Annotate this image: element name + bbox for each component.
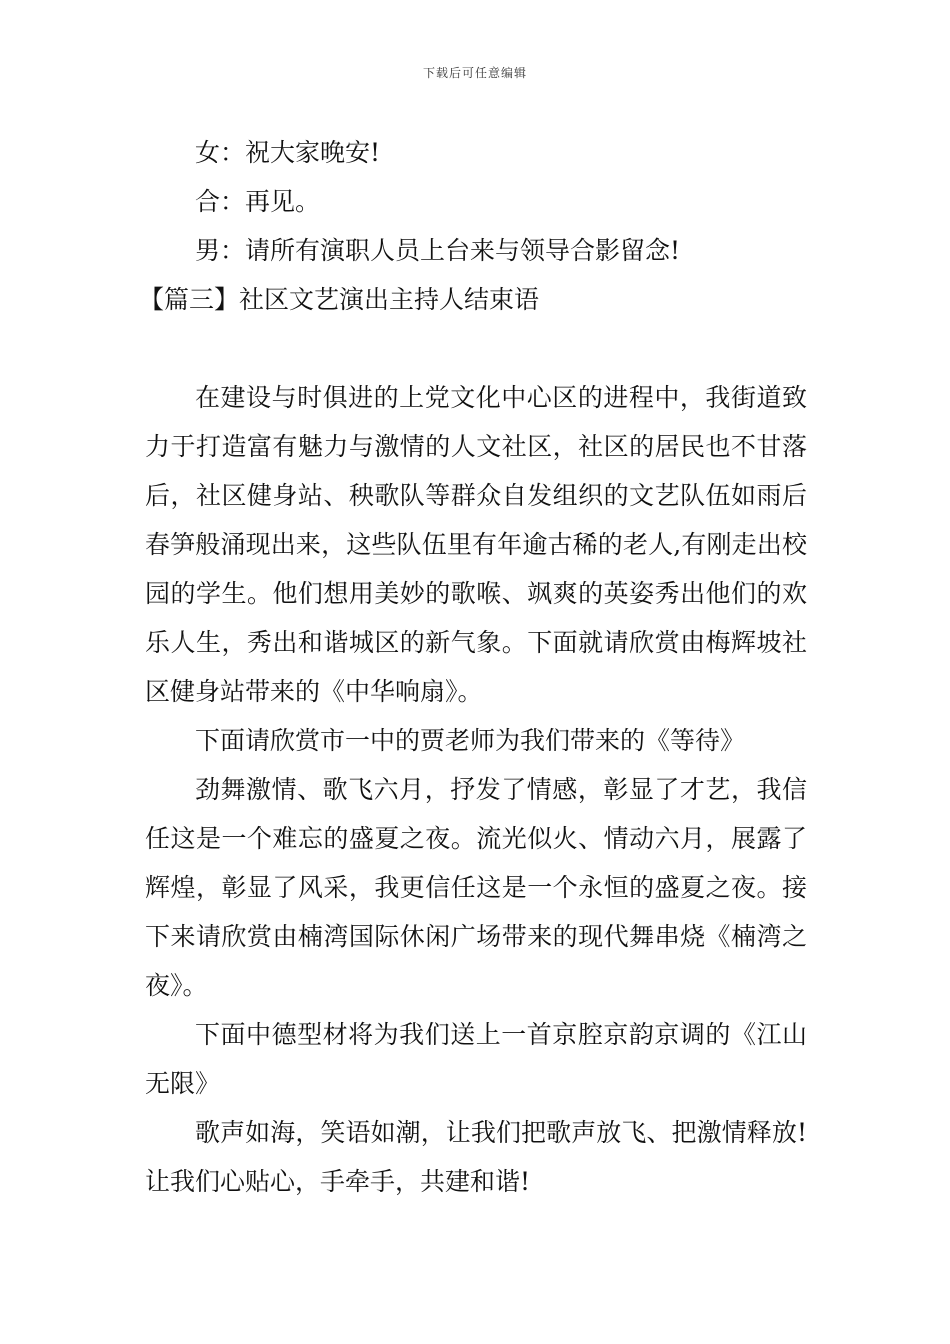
paragraph-closing: 歌声如海，笑语如潮，让我们把歌声放飞、把激情释放!让我们心贴心，手牵手，共建和谐!: [145, 1118, 807, 1196]
section-gap: [145, 324, 807, 373]
paragraph-opera: 下面中德型材将为我们送上一首京腔京韵京调的《江山无限》: [145, 1020, 807, 1098]
paragraph-waiting: 下面请欣赏市一中的贾老师为我们带来的《等待》: [195, 726, 746, 755]
section-title: 【篇三】社区文艺演出主持人结束语: [139, 285, 540, 314]
closing-line-male: 男：请所有演职人员上台来与领导合影留念!: [195, 236, 681, 265]
closing-line-together: 合：再见。: [195, 187, 321, 216]
paragraph-dance: 劲舞激情、歌飞六月，抒发了情感，彰显了才艺，我信任这是一个难忘的盛夏之夜。流光似火、情动六月，展露了辉煌，彰显了风采，我更信任这是一个永恒的盛夏之夜。接下来请欣赏由楠湾国际休闲广场带来的现代舞串烧《楠湾之夜》。: [145, 775, 807, 1000]
paragraph-intro: 在建设与时俱进的上党文化中心区的进程中，我街道致力于打造富有魅力与激情的人文社区，社区的居民也不甘落后，社区健身站、秧歌队等群众自发组织的文艺队伍如雨后春笋般涌现出来，这些队伍里有年逾古稀的老人,有刚走出校园的学生。他们想用美妙的歌喉、飒爽的英姿秀出他们的欢乐人生，秀出和谐城区的新气象。下面就请欣赏由梅辉坡社区健身站带来的《中华响扇》。: [145, 383, 807, 706]
page-header: 下载后可任意编辑: [422, 66, 527, 80]
document-body: [139, 128, 807, 1206]
closing-line-female: 女：祝大家晚安!: [195, 138, 381, 167]
